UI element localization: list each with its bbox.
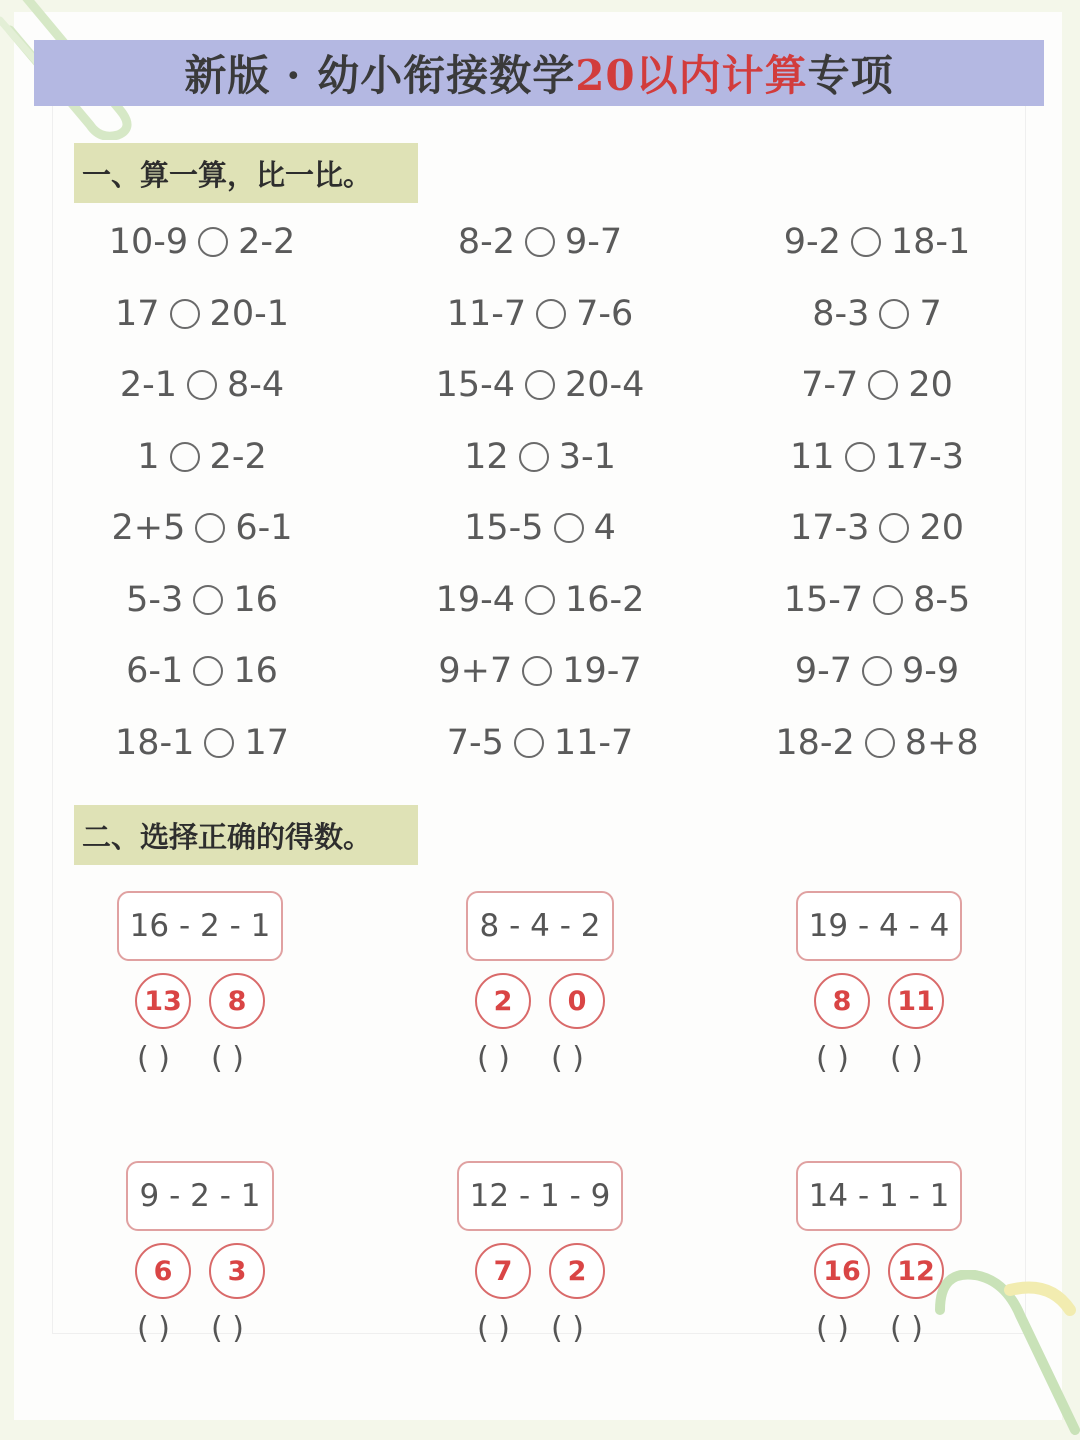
comparison-right: 7-6 — [576, 293, 634, 334]
comparison-right: 11-7 — [553, 722, 634, 763]
comparison-right: 19-7 — [562, 651, 642, 691]
comparison-item — [32, 427, 372, 487]
compare-blank-circle[interactable] — [851, 227, 881, 257]
compare-blank-circle[interactable] — [873, 585, 903, 615]
answer-option-circle[interactable]: 2 — [549, 1243, 605, 1299]
compare-blank-circle[interactable] — [170, 442, 200, 472]
comparison-row — [0, 427, 1080, 487]
comparison-left: 7-7 — [801, 365, 859, 405]
comparison-right: 20-4 — [565, 365, 645, 405]
comparison-left: 11-7 — [446, 293, 527, 334]
comparison-item — [707, 284, 1047, 344]
expression-box: 19 - 4 - 4 — [796, 891, 962, 961]
answer-blank[interactable]: ( ) — [816, 1311, 849, 1346]
compare-blank-circle[interactable] — [195, 513, 225, 543]
comparison-right: 16 — [233, 579, 278, 620]
answer-option-circle[interactable]: 3 — [209, 1243, 265, 1299]
comparison-right: 8+8 — [904, 722, 979, 763]
compare-blank-circle[interactable] — [879, 299, 909, 329]
comparison-left: 11 — [790, 436, 835, 477]
comparison-right: 20-1 — [209, 293, 289, 334]
answer-blank[interactable]: ( ) — [890, 1041, 923, 1076]
answer-option-circle[interactable]: 7 — [475, 1243, 531, 1299]
answer-blank[interactable]: ( ) — [551, 1311, 584, 1346]
comparison-right: 3-1 — [558, 436, 616, 477]
compare-blank-circle[interactable] — [514, 728, 544, 758]
comparison-left: 15-4 — [435, 365, 515, 405]
answer-option-circle[interactable]: 0 — [549, 973, 605, 1029]
comparison-item — [32, 570, 372, 630]
comparison-right: 7 — [919, 293, 942, 334]
comparison-left: 8-3 — [812, 293, 870, 334]
section1-heading: 一、算一算，比一比。 — [74, 143, 418, 203]
comparison-right: 20 — [919, 508, 964, 548]
compare-blank-circle[interactable] — [554, 513, 584, 543]
compare-blank-circle[interactable] — [519, 442, 549, 472]
expression-box: 9 - 2 - 1 — [126, 1161, 274, 1231]
comparison-item — [370, 570, 710, 630]
compare-blank-circle[interactable] — [862, 656, 892, 686]
answer-blank[interactable]: ( ) — [477, 1311, 510, 1346]
comparison-right: 9-7 — [565, 222, 623, 262]
expression-box: 12 - 1 - 9 — [457, 1161, 623, 1231]
choice-problem — [100, 1161, 300, 1361]
comparison-item — [32, 212, 372, 272]
compare-blank-circle[interactable] — [204, 728, 234, 758]
title-highlight: 20以内计算 — [575, 51, 808, 100]
comparison-row — [0, 641, 1080, 701]
comparison-item — [32, 498, 372, 558]
compare-blank-circle[interactable] — [879, 513, 909, 543]
comparison-right: 8-4 — [227, 365, 285, 405]
comparison-right: 20 — [908, 365, 953, 405]
page-title — [34, 40, 1044, 106]
expression-box: 8 - 4 - 2 — [466, 891, 614, 961]
answer-blank[interactable]: ( ) — [477, 1041, 510, 1076]
comparison-item — [707, 641, 1047, 701]
comparison-right: 17 — [244, 722, 289, 763]
compare-blank-circle[interactable] — [187, 370, 217, 400]
comparison-item — [370, 355, 710, 415]
choice-problem — [440, 1161, 640, 1361]
comparison-item — [707, 212, 1047, 272]
comparison-item — [707, 570, 1047, 630]
comparison-right: 2-2 — [238, 222, 296, 262]
comparison-right: 18-1 — [890, 222, 971, 262]
comparison-item — [32, 284, 372, 344]
compare-blank-circle[interactable] — [525, 370, 555, 400]
comparison-left: 18-1 — [115, 722, 195, 763]
comparison-row — [0, 355, 1080, 415]
comparison-row — [0, 212, 1080, 272]
answer-option-circle[interactable]: 2 — [475, 973, 531, 1029]
comparison-left: 17 — [115, 293, 160, 334]
comparison-item — [707, 355, 1047, 415]
comparison-left: 15-5 — [464, 508, 544, 548]
expression-box: 14 - 1 - 1 — [796, 1161, 962, 1231]
compare-blank-circle[interactable] — [522, 656, 552, 686]
comparison-right: 6-1 — [235, 508, 293, 548]
comparison-row — [0, 284, 1080, 344]
comparison-right: 16 — [233, 651, 278, 691]
answer-option-circle[interactable]: 16 — [814, 1243, 870, 1299]
answer-blank[interactable]: ( ) — [211, 1041, 244, 1076]
answer-blank[interactable]: ( ) — [137, 1311, 170, 1346]
answer-blank[interactable]: ( ) — [551, 1041, 584, 1076]
comparison-row — [0, 498, 1080, 558]
compare-blank-circle[interactable] — [525, 227, 555, 257]
compare-blank-circle[interactable] — [198, 227, 228, 257]
choice-problem — [779, 1161, 979, 1361]
comparison-left: 2-1 — [119, 365, 177, 405]
comparison-item — [370, 498, 710, 558]
answer-option-circle[interactable]: 13 — [135, 973, 191, 1029]
compare-blank-circle[interactable] — [170, 299, 200, 329]
comparison-item — [32, 355, 372, 415]
comparison-item — [32, 713, 372, 773]
comparison-left: 6-1 — [126, 651, 184, 691]
comparison-left: 9-7 — [794, 651, 852, 691]
comparison-left: 15-7 — [783, 579, 864, 620]
comparison-row — [0, 713, 1080, 773]
compare-blank-circle[interactable] — [193, 656, 223, 686]
answer-option-circle[interactable]: 8 — [209, 973, 265, 1029]
answer-blank[interactable]: ( ) — [816, 1041, 849, 1076]
expression-box: 16 - 2 - 1 — [117, 891, 283, 961]
comparison-left: 5-3 — [126, 579, 184, 620]
content-frame — [52, 88, 1026, 1334]
answer-option-circle[interactable]: 11 — [888, 973, 944, 1029]
comparison-left: 7-5 — [446, 722, 504, 763]
compare-blank-circle[interactable] — [536, 299, 566, 329]
comparison-item — [707, 427, 1047, 487]
answer-blank[interactable]: ( ) — [211, 1311, 244, 1346]
comparison-row — [0, 570, 1080, 630]
choice-problem — [100, 891, 300, 1091]
title-suffix: 专项 — [807, 51, 894, 100]
choice-problem — [440, 891, 640, 1091]
answer-blank[interactable]: ( ) — [890, 1311, 923, 1346]
comparison-right: 2-2 — [209, 436, 267, 477]
comparison-item — [370, 284, 710, 344]
title-prefix: 新版 · 幼小衔接数学 — [184, 51, 576, 100]
comparison-left: 8-2 — [457, 222, 515, 262]
comparison-item — [707, 713, 1047, 773]
comparison-left: 10-9 — [108, 222, 189, 262]
answer-blank[interactable]: ( ) — [137, 1041, 170, 1076]
comparison-left: 9+7 — [438, 651, 513, 691]
answer-option-circle[interactable]: 12 — [888, 1243, 944, 1299]
comparison-item — [370, 713, 710, 773]
comparison-right: 4 — [593, 508, 616, 548]
compare-blank-circle[interactable] — [525, 585, 555, 615]
compare-blank-circle[interactable] — [868, 370, 898, 400]
comparison-left: 9-2 — [783, 222, 841, 262]
comparison-item — [370, 427, 710, 487]
choice-problem — [779, 891, 979, 1091]
comparison-right: 9-9 — [902, 651, 960, 691]
comparison-left: 18-2 — [775, 722, 855, 763]
comparison-left: 2+5 — [111, 508, 186, 548]
comparison-right: 16-2 — [565, 579, 645, 620]
comparison-right: 17-3 — [884, 436, 964, 477]
answer-option-circle[interactable]: 8 — [814, 973, 870, 1029]
comparison-item — [370, 212, 710, 272]
compare-blank-circle[interactable] — [193, 585, 223, 615]
comparison-right: 8-5 — [913, 579, 971, 620]
comparison-item — [32, 641, 372, 701]
section2-heading: 二、选择正确的得数。 — [74, 805, 418, 865]
compare-blank-circle[interactable] — [865, 728, 895, 758]
comparison-left: 19-4 — [435, 579, 515, 620]
comparison-left: 17-3 — [790, 508, 870, 548]
comparison-item — [370, 641, 710, 701]
comparison-item — [707, 498, 1047, 558]
compare-blank-circle[interactable] — [845, 442, 875, 472]
comparison-left: 12 — [464, 436, 509, 477]
answer-option-circle[interactable]: 6 — [135, 1243, 191, 1299]
comparison-left: 1 — [137, 436, 160, 477]
